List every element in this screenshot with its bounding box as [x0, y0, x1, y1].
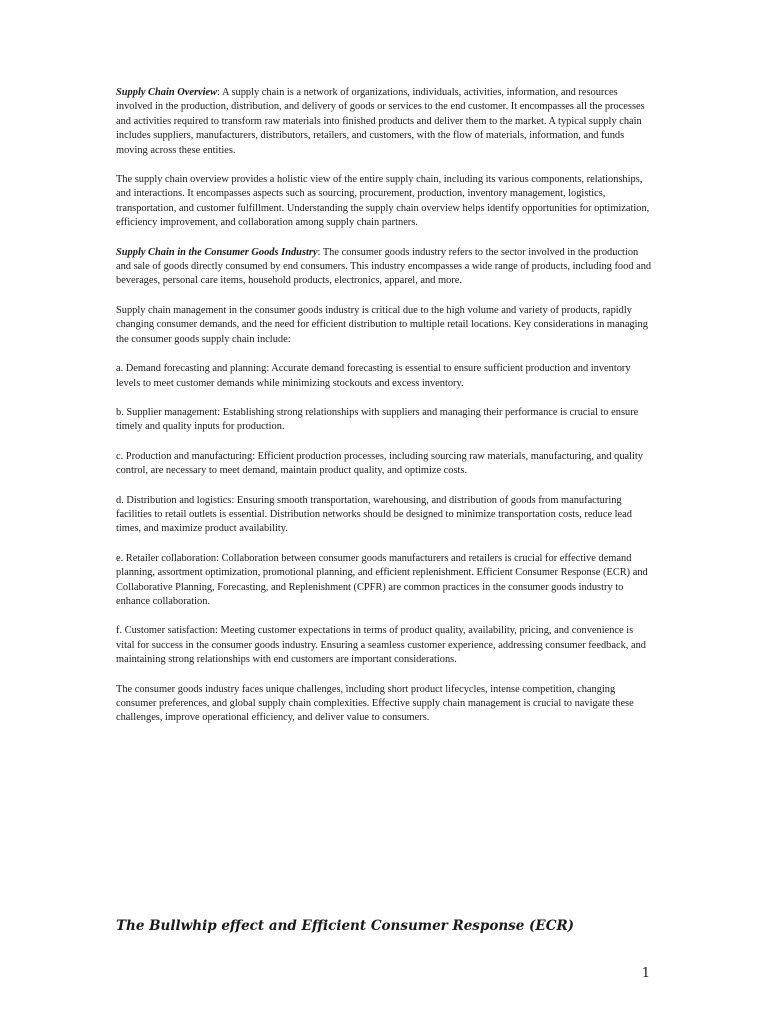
paragraph-unique-challenges [116, 683, 654, 726]
list-item-production-manufacturing [116, 450, 654, 479]
paragraph-lead: Supply Chain in the Consumer Goods Industry [116, 246, 318, 258]
list-item-customer-satisfaction [116, 624, 654, 667]
paragraph-key-considerations [116, 304, 654, 347]
paragraph-text: a. Demand forecasting and planning: Accurate demand forecasting is essential to ensure sufficient production and inventory levels to meet customer demands while minimizing stockouts and excess inventory. [116, 363, 631, 389]
paragraph-holistic-view [116, 173, 654, 231]
section-heading: The Bullwhip effect and Efficient Consumer Response (ECR) [116, 918, 575, 934]
paragraph-text: : A supply chain is a network of organizations, individuals, activities, information, and resources involved in the production, distribution, and delivery of goods or services to the end customer. It encompasses all the processes and activities required to transform raw materials into finished products and deliver them to the market. A typical supply chain includes suppliers, manufacturers, distributors, retailers, and customers, with the flow of materials, information, and funds moving across these entities. [116, 87, 645, 156]
paragraph-consumer-goods-industry [116, 246, 654, 289]
list-item-distribution-logistics [116, 494, 654, 537]
paragraph-text: f. Customer satisfaction: Meeting customer expectations in terms of product quality, availability, pricing, and convenience is vital for success in the consumer goods industry. Ensuring a seamless customer experience, addressing consumer feedback, and maintaining strong relationships with end customers are important considerations. [116, 625, 646, 666]
document-body [116, 86, 654, 741]
paragraph-text: The supply chain overview provides a holistic view of the entire supply chain, including its various components, relationships, and interactions. It encompasses aspects such as sourcing, procurement, production, inventory management, logistics, transportation, and customer fulfillment. Understanding the supply chain overview helps identify opportunities for optimization, efficiency improvement, and collaboration among supply chain partners. [116, 174, 650, 229]
paragraph-text: : The consumer goods industry refers to the sector involved in the production and sale of goods directly consumed by end consumers. This industry encompasses a wide range of products, including food and beverages, personal care items, household products, electronics, apparel, and more. [116, 246, 652, 287]
list-item-supplier-management [116, 406, 654, 435]
paragraph-lead: Supply Chain Overview [116, 87, 218, 98]
paragraph-text: The consumer goods industry faces unique challenges, including short product lifecycles, intense competition, changing consumer preferences, and global supply chain complexities. Effective supply chain management is crucial to navigate these challenges, improve operational efficiency, and deliver value to consumers. [116, 683, 634, 724]
paragraph-text: d. Distribution and logistics: Ensuring smooth transportation, warehousing, and distribution of goods from manufacturing facilities to retail outlets is essential. Distribution networks should be designed to minimize transportation costs, reduce lead times, and maximize product availability. [116, 494, 632, 535]
paragraph-text: Supply chain management in the consumer goods industry is critical due to the high volume and variety of products, rapidly changing consumer demands, and the need for efficient distribution to multiple retail locations. Key considerations in managing the consumer goods supply chain include: [116, 304, 648, 345]
list-item-retailer-collaboration [116, 552, 654, 610]
paragraph-text: c. Production and manufacturing: Efficient production processes, including sourcing raw materials, manufacturing, and quality control, are necessary to meet demand, maintain product quality, and optimize costs. [116, 450, 643, 477]
list-item-demand-forecasting [116, 362, 654, 391]
page-number: 1 [641, 966, 650, 981]
paragraph-text: e. Retailer collaboration: Collaboration between consumer goods manufacturers and retailers is crucial for effective demand planning, assortment optimization, promotional planning, and efficient replenishment. Efficient Consumer Response (ECR) and Collaborative Planning, Forecasting, and Replenishment (CPFR) are common practices in the consumer goods industry to enhance collaboration. [116, 552, 648, 607]
paragraph-text: b. Supplier management: Establishing strong relationships with suppliers and managing their performance is crucial to ensure timely and quality inputs for production. [116, 406, 639, 433]
paragraph-supply-chain-overview [116, 86, 654, 158]
